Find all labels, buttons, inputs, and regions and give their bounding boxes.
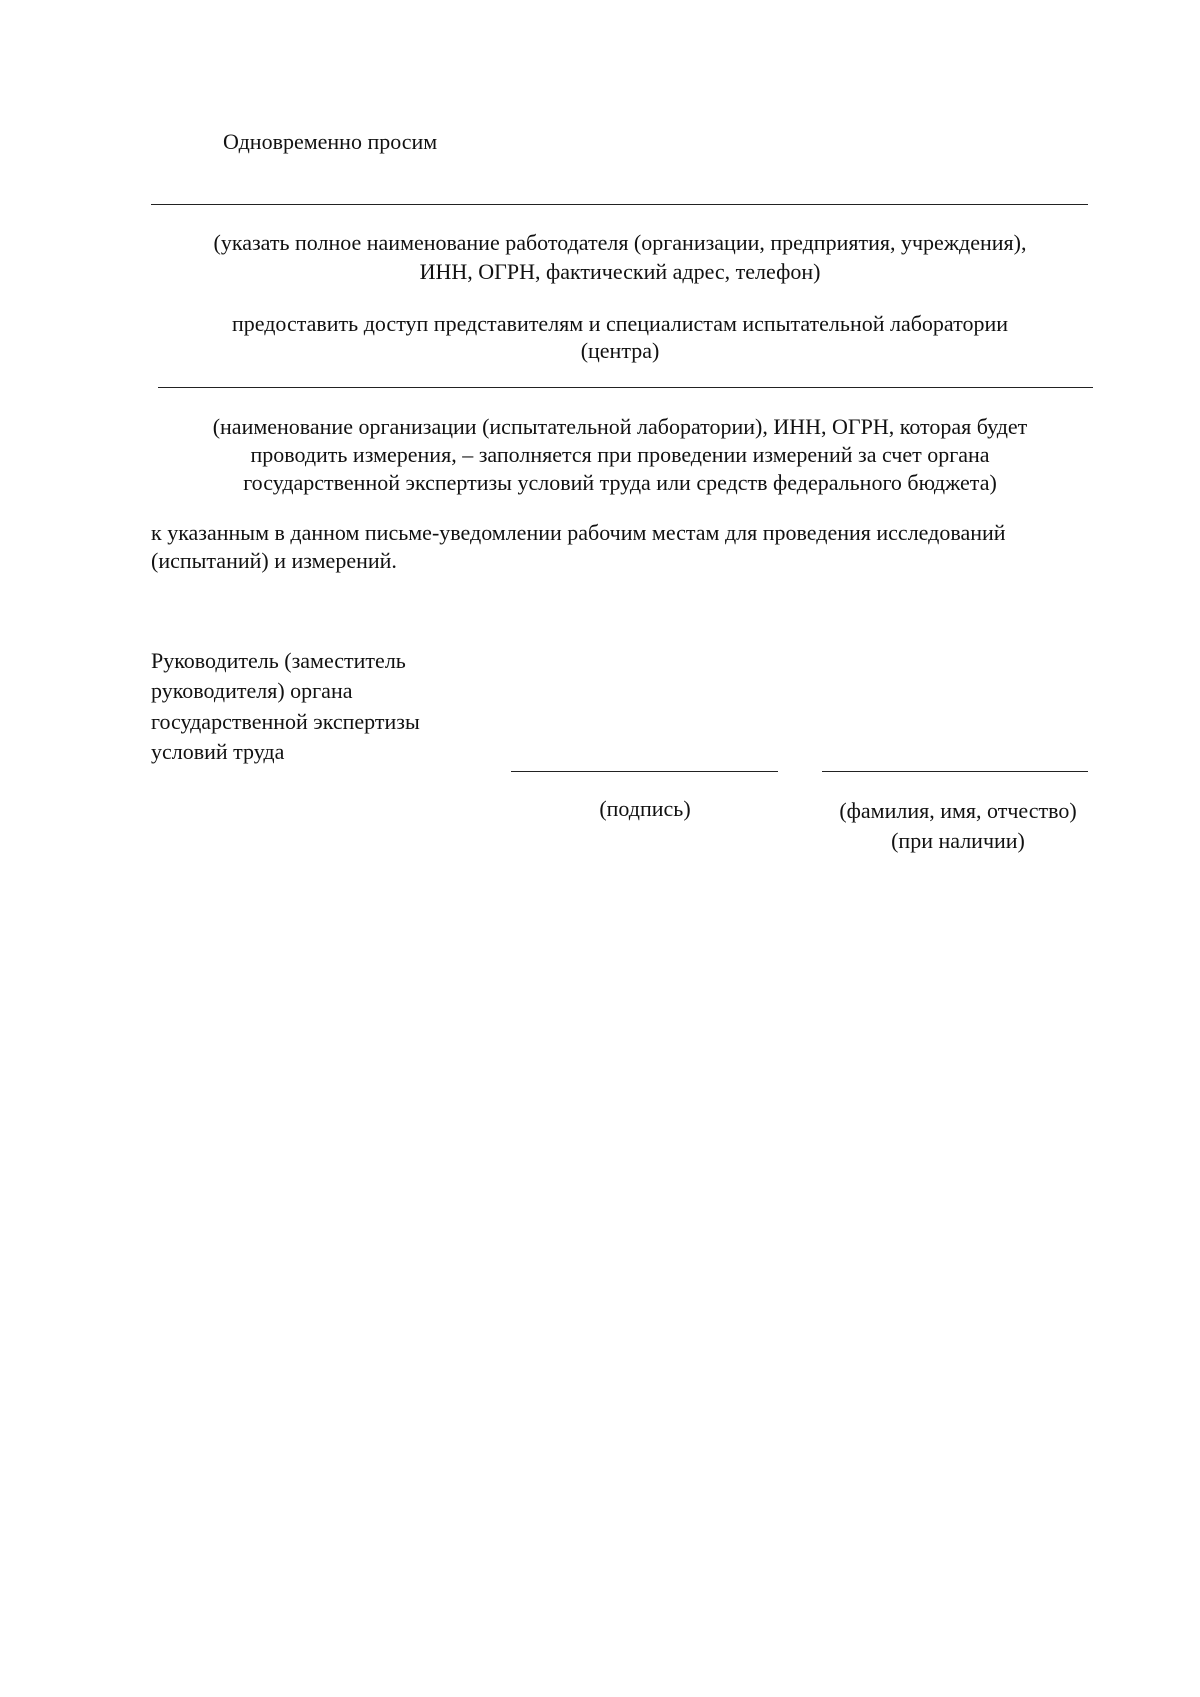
name-caption-line-2: (при наличии) [891, 828, 1025, 853]
name-caption-line-1: (фамилия, имя, отчество) [839, 798, 1077, 823]
lab-hint-line-3: государственной экспертизы условий труда или средств федерального бюджета) [243, 470, 997, 495]
workplaces-text-line-1: к указанным в данном письме-уведомлении рабочим местам для проведения исследований [151, 520, 1006, 545]
lab-hint-line-2: проводить измерения, – заполняется при проведении измерений за счет органа [250, 442, 990, 467]
name-line [822, 771, 1088, 772]
employer-fill-line [151, 204, 1088, 205]
signatory-title-line-3: государственной экспертизы [151, 709, 420, 734]
lab-fill-line [158, 387, 1093, 388]
access-text-line-2: (центра) [580, 338, 660, 363]
employer-hint-line-2: ИНН, ОГРН, фактический адрес, телефон) [419, 259, 821, 284]
intro-text: Одновременно просим [223, 129, 438, 154]
signature-line [511, 771, 778, 772]
workplaces-text-line-2: (испытаний) и измерений. [151, 548, 397, 573]
signatory-title-line-1: Руководитель (заместитель [151, 648, 406, 673]
lab-hint-line-1: (наименование организации (испытательной лаборатории), ИНН, ОГРН, которая будет [212, 414, 1028, 439]
access-text-line-1: предоставить доступ представителям и специалистам испытательной лаборатории [231, 311, 1008, 336]
signatory-title-line-2: руководителя) органа [151, 678, 353, 703]
signature-caption: (подпись) [599, 796, 691, 821]
signatory-title-line-4: условий труда [151, 739, 285, 764]
employer-hint-line-1: (указать полное наименование работодателя (организации, предприятия, учреждения), [213, 230, 1027, 255]
